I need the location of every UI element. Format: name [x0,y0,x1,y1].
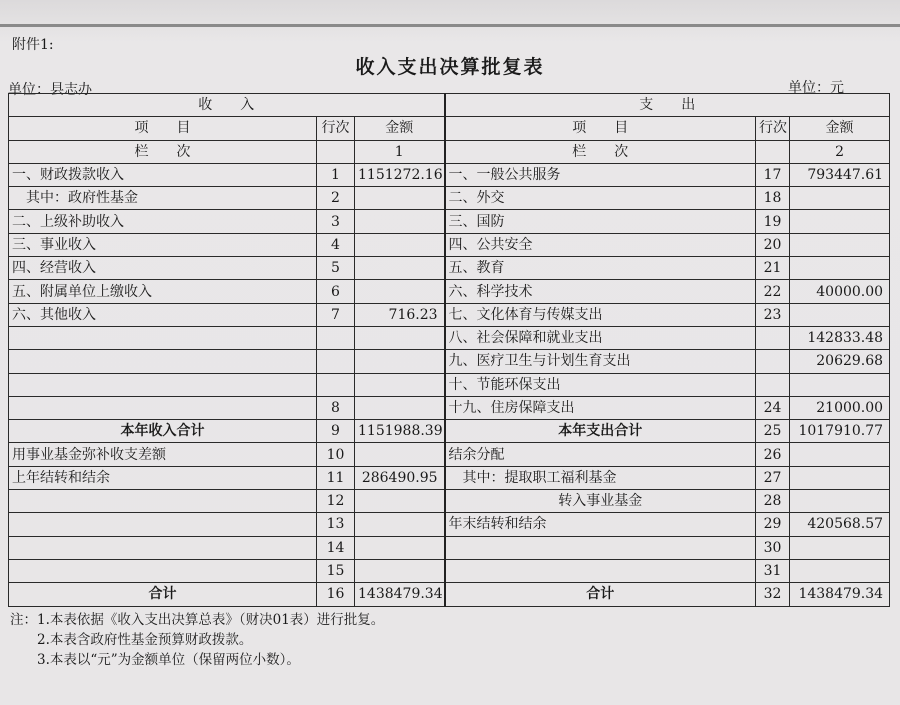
income-line-no: 6 [317,280,355,303]
top-border-line [0,24,900,27]
expense-item: 年末结转和结余 [445,513,756,536]
income-line-empty [317,140,355,163]
footnote-1: 注：1.本表依据《收入支出决算总表》（财决01表）进行批复。 [10,612,385,628]
income-amount: 1151988.39 [355,420,445,443]
expense-item-header: 项 目 [445,117,756,140]
income-amount: 716.23 [355,303,445,326]
footnote-3: 3.本表以“元”为金额单位（保留两位小数）。 [10,652,300,668]
expense-line-no: 21 [756,257,790,280]
expense-line-no: 20 [756,233,790,256]
income-item [9,326,317,349]
expense-line-no: 27 [756,466,790,489]
income-amount [355,373,445,396]
expense-amount [790,466,890,489]
income-col-number: 1 [355,140,445,163]
expense-lan-label: 栏 次 [445,140,756,163]
expense-amount: 420568.57 [790,513,890,536]
budget-table [8,93,890,607]
table-row [9,420,890,443]
income-line-no [317,350,355,373]
income-amount [355,396,445,419]
expense-col-number: 2 [790,140,890,163]
table-row [9,233,890,256]
expense-amount [790,210,890,233]
expense-amount: 1017910.77 [790,420,890,443]
expense-line-no [756,350,790,373]
table-row [9,303,890,326]
income-item: 二、上级补助收入 [9,210,317,233]
expense-item: 三、国防 [445,210,756,233]
attachment-label: 附件1: [12,37,54,53]
expense-amount [790,187,890,210]
income-item [9,513,317,536]
expense-line-no: 17 [756,163,790,186]
expense-amount [790,559,890,582]
income-item: 其中：政府性基金 [9,187,317,210]
table-row [9,280,890,303]
income-amount [355,536,445,559]
income-item: 六、其他收入 [9,303,317,326]
income-item [9,536,317,559]
expense-line-no: 26 [756,443,790,466]
table-row [9,210,890,233]
expense-amount: 21000.00 [790,396,890,419]
income-amount [355,257,445,280]
income-line-no: 9 [317,420,355,443]
expense-item: 十、节能环保支出 [445,373,756,396]
expense-amount [790,443,890,466]
income-line-no: 8 [317,396,355,419]
footnotes [10,610,384,670]
expense-item: 结余分配 [445,443,756,466]
table-row [9,443,890,466]
income-line-no: 16 [317,583,355,606]
income-item: 合计 [9,583,317,606]
income-amount [355,443,445,466]
table-row [9,257,890,280]
income-line-no: 5 [317,257,355,280]
income-line-no: 13 [317,513,355,536]
table-header-row [9,94,890,117]
table-row [9,583,890,606]
income-line-no: 14 [317,536,355,559]
expense-item: 四、公共安全 [445,233,756,256]
expense-amount-header: 金额 [790,117,890,140]
expense-item: 五、教育 [445,257,756,280]
expense-line-no: 22 [756,280,790,303]
expense-amount [790,490,890,513]
income-item: 四、经营收入 [9,257,317,280]
income-item [9,396,317,419]
income-amount [355,326,445,349]
income-line-header: 行次 [317,117,355,140]
expense-line-no: 29 [756,513,790,536]
income-line-no: 11 [317,466,355,489]
income-item [9,490,317,513]
expense-header: 支 出 [445,94,890,117]
expense-amount: 142833.48 [790,326,890,349]
income-amount [355,233,445,256]
table-row [9,466,890,489]
table-row [9,326,890,349]
expense-item: 转入事业基金 [445,490,756,513]
expense-item: 合计 [445,583,756,606]
income-line-no: 2 [317,187,355,210]
income-amount: 286490.95 [355,466,445,489]
income-item: 用事业基金弥补收支差额 [9,443,317,466]
income-amount [355,280,445,303]
income-line-no: 12 [317,490,355,513]
table-row [9,513,890,536]
expense-amount [790,257,890,280]
income-header: 收 入 [9,94,445,117]
income-line-no: 3 [317,210,355,233]
expense-line-no: 23 [756,303,790,326]
income-item-header: 项 目 [9,117,317,140]
income-amount [355,490,445,513]
expense-line-no [756,326,790,349]
income-item [9,350,317,373]
expense-amount: 1438479.34 [790,583,890,606]
expense-amount: 40000.00 [790,280,890,303]
income-item: 上年结转和结余 [9,466,317,489]
income-amount [355,513,445,536]
expense-line-no: 24 [756,396,790,419]
income-amount: 1438479.34 [355,583,445,606]
income-item: 五、附属单位上缴收入 [9,280,317,303]
income-line-no: 4 [317,233,355,256]
table-row [9,559,890,582]
income-item: 三、事业收入 [9,233,317,256]
expense-item: 八、社会保障和就业支出 [445,326,756,349]
expense-item: 本年支出合计 [445,420,756,443]
income-line-no: 15 [317,559,355,582]
unit-currency: 单位：元 [788,80,844,96]
expense-line-no: 30 [756,536,790,559]
expense-amount [790,373,890,396]
column-number-row [9,140,890,163]
table-row [9,163,890,186]
income-lan-label: 栏 次 [9,140,317,163]
expense-item: 其中：提取职工福利基金 [445,466,756,489]
expense-line-no: 32 [756,583,790,606]
column-header-row [9,117,890,140]
expense-item: 二、外交 [445,187,756,210]
expense-amount: 793447.61 [790,163,890,186]
income-line-no [317,326,355,349]
unit-organization: 单位：县志办 [8,82,92,98]
table-row [9,373,890,396]
expense-line-header: 行次 [756,117,790,140]
expense-item [445,536,756,559]
income-line-no: 10 [317,443,355,466]
income-item [9,373,317,396]
income-amount [355,187,445,210]
expense-item: 九、医疗卫生与计划生育支出 [445,350,756,373]
income-item: 一、财政拨款收入 [9,163,317,186]
table-row [9,536,890,559]
expense-line-no: 19 [756,210,790,233]
expense-line-no [756,373,790,396]
expense-item: 七、文化体育与传媒支出 [445,303,756,326]
income-item: 本年收入合计 [9,420,317,443]
document-title: 收入支出决算批复表 [355,56,545,78]
income-amount-header: 金额 [355,117,445,140]
income-item [9,559,317,582]
expense-item [445,559,756,582]
income-amount: 1151272.16 [355,163,445,186]
expense-item: 十九、住房保障支出 [445,396,756,419]
income-line-no [317,373,355,396]
income-amount [355,559,445,582]
income-amount [355,210,445,233]
expense-line-no: 31 [756,559,790,582]
expense-item: 六、科学技术 [445,280,756,303]
expense-amount: 20629.68 [790,350,890,373]
table-row [9,350,890,373]
expense-line-no: 18 [756,187,790,210]
expense-amount [790,233,890,256]
expense-amount [790,536,890,559]
table-row [9,396,890,419]
expense-amount [790,303,890,326]
expense-line-no: 25 [756,420,790,443]
expense-line-empty [756,140,790,163]
income-line-no: 7 [317,303,355,326]
table-row [9,490,890,513]
income-line-no: 1 [317,163,355,186]
expense-item: 一、一般公共服务 [445,163,756,186]
footnote-2: 2.本表含政府性基金预算财政拨款。 [10,632,253,648]
expense-line-no: 28 [756,490,790,513]
income-amount [355,350,445,373]
table-row [9,187,890,210]
